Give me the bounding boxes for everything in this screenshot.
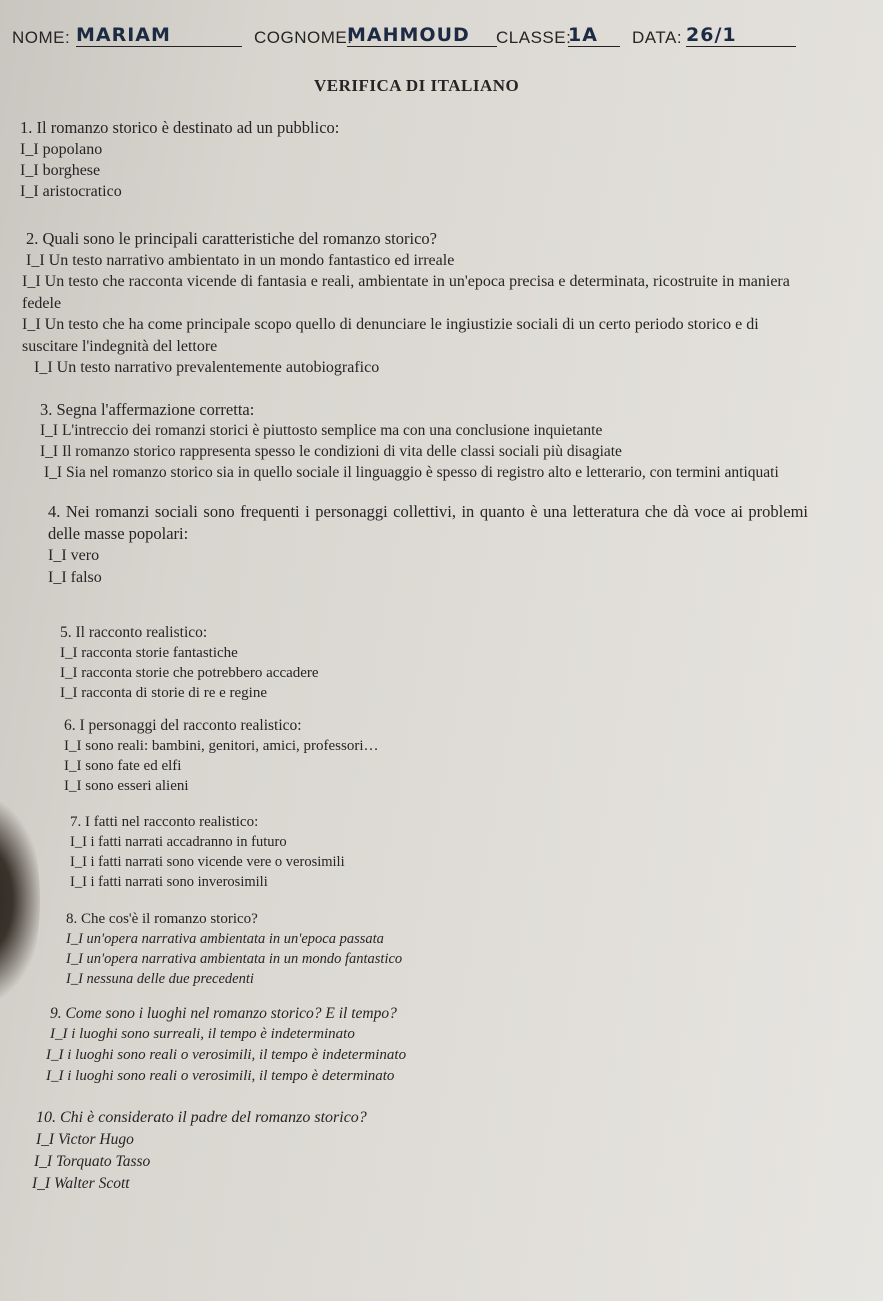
answer-option[interactable]: I_I vero (48, 547, 100, 564)
question-2 (22, 228, 816, 379)
question-3 (40, 399, 820, 483)
question-text: 7. I fatti nel racconto realistico: (70, 814, 259, 830)
answer-option[interactable]: I_I Sia nel romanzo storico sia in quello sociale il linguaggio è spesso di registro alto e letterario, con termini antiquati (44, 464, 779, 481)
classe-label: CLASSE: (496, 28, 572, 47)
question-1 (20, 117, 860, 202)
classe-field[interactable]: 1A (568, 24, 620, 47)
page-title: VERIFICA DI ITALIANO (314, 76, 520, 95)
question-text: 3. Segna l'affermazione corretta: (40, 400, 255, 419)
answer-option[interactable]: I_I i fatti narrati sono vicende vere o verosimili (70, 854, 345, 870)
question-text: 9. Come sono i luoghi nel romanzo storico? E il tempo? (50, 1005, 397, 1022)
data-field[interactable]: 26/1 (686, 24, 796, 47)
answer-option[interactable]: I_I un'opera narrativa ambientata in un mondo fantastico (66, 951, 403, 967)
nome-label: NOME: (12, 28, 71, 47)
answer-option[interactable]: I_I borghese (20, 162, 101, 179)
finger-shadow (0, 800, 40, 1000)
question-7 (70, 812, 790, 892)
answer-option[interactable]: I_I Un testo narrativo prevalentemente autobiografico (34, 359, 380, 376)
question-text: 6. I personaggi del racconto realistico: (64, 717, 302, 734)
question-8 (66, 909, 786, 989)
question-text: 2. Quali sono le principali caratteristiche del romanzo storico? (26, 229, 437, 248)
answer-option[interactable]: I_I popolano (20, 141, 103, 158)
answer-option[interactable]: I_I un'opera narrativa ambientata in un'epoca passata (66, 931, 384, 947)
cognome-field[interactable]: MAHMOUD (347, 24, 497, 47)
answer-option[interactable]: I_I Un testo che racconta vicende di fantasia e reali, ambientate in un'epoca precisa e determinata, ricostruite in maniera fedele (22, 273, 790, 312)
question-text: 4. Nei romanzi sociali sono frequenti i personaggi collettivi, in quanto è una letteratura che dà voce ai problemi delle masse popolari: (48, 502, 808, 543)
question-4 (48, 501, 808, 589)
answer-option[interactable]: I_I racconta storie che potrebbero accadere (60, 665, 319, 681)
data-label: DATA: (632, 28, 683, 47)
answer-option[interactable]: I_I racconta storie fantastiche (60, 645, 238, 661)
answer-option[interactable]: I_I Torquato Tasso (34, 1153, 151, 1170)
answer-option[interactable]: I_I L'intreccio dei romanzi storici è piuttosto semplice ma con una conclusione inquietante (40, 422, 603, 439)
answer-option[interactable]: I_I sono fate ed elfi (64, 758, 182, 774)
question-text: 8. Che cos'è il romanzo storico? (66, 911, 258, 927)
answer-option[interactable]: I_I falso (48, 569, 102, 586)
nome-field[interactable]: MARIAM (76, 24, 242, 47)
answer-option[interactable]: I_I sono reali: bambini, genitori, amici, professori… (64, 738, 379, 754)
question-text: 10. Chi è considerato il padre del romanzo storico? (36, 1109, 367, 1126)
question-5 (60, 623, 780, 703)
question-10 (32, 1107, 776, 1195)
question-6 (64, 716, 784, 796)
answer-option[interactable]: I_I i fatti narrati sono inverosimili (70, 874, 268, 890)
answer-option[interactable]: I_I Il romanzo storico rappresenta spesso le condizioni di vita delle classi sociali più disagiate (40, 443, 622, 460)
cognome-label: COGNOME: (254, 28, 353, 47)
question-text: 5. Il racconto realistico: (60, 624, 208, 641)
answer-option[interactable]: I_I i fatti narrati accadranno in futuro (70, 834, 287, 850)
answer-option[interactable]: I_I Un testo narrativo ambientato in un mondo fantastico ed irreale (26, 251, 455, 269)
question-9 (46, 1003, 790, 1087)
answer-option[interactable]: I_I i luoghi sono surreali, il tempo è indeterminato (50, 1026, 355, 1042)
answer-option[interactable]: I_I i luoghi sono reali o verosimili, il tempo è indeterminato (46, 1047, 407, 1063)
question-text: 1. Il romanzo storico è destinato ad un pubblico: (20, 118, 340, 137)
answer-option[interactable]: I_I sono esseri alieni (64, 778, 189, 794)
answer-option[interactable]: I_I aristocratico (20, 183, 122, 200)
answer-option[interactable]: I_I Victor Hugo (36, 1131, 134, 1148)
answer-option[interactable]: I_I nessuna delle due precedenti (66, 971, 254, 987)
answer-option[interactable]: I_I i luoghi sono reali o verosimili, il tempo è determinato (46, 1068, 395, 1084)
answer-option[interactable]: I_I Un testo che ha come principale scopo quello di denunciare le ingiustizie sociali di un certo periodo storico e di suscitare l'indegnità del lettore (22, 316, 759, 355)
answer-option[interactable]: I_I racconta di storie di re e regine (60, 685, 267, 701)
answer-option[interactable]: I_I Walter Scott (32, 1175, 130, 1192)
